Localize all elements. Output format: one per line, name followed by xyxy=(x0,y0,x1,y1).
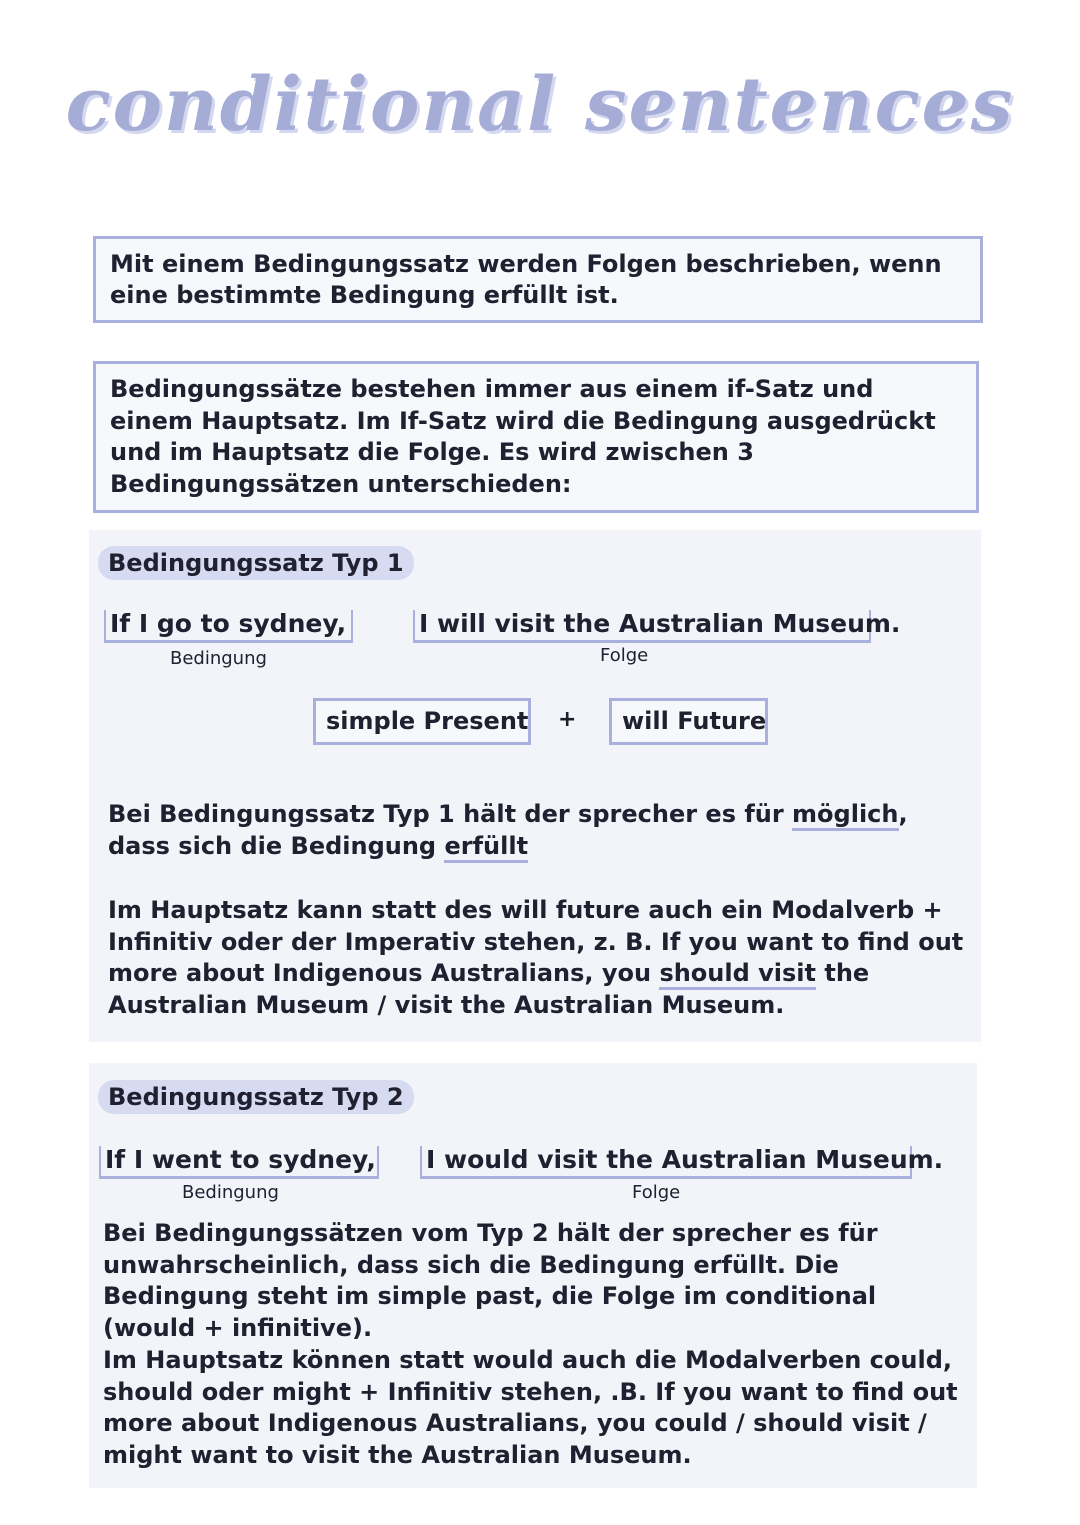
structure-text: Bedingungssätze bestehen immer aus einem if-Satz und einem Hauptsatz. Im If-Satz wird die Bedingung ausgedrückt und im Hauptsatz die Folge. Es wird zwischen 3 Bedingungssätzen unterschieden: xyxy=(110,375,936,498)
structure-box xyxy=(93,361,979,513)
intro-text: Mit einem Bedingungssatz werden Folgen beschrieben, wenn eine bestimmte Bedingung erfüllt ist. xyxy=(110,250,942,309)
type1-explanation xyxy=(108,799,968,862)
type1-tense-simple-present: simple Present xyxy=(313,698,531,745)
type2-heading: Bedingungssatz Typ 2 xyxy=(98,1080,414,1114)
type2-explanation: Bei Bedingungssätzen vom Typ 2 hält der sprecher es für unwahrscheinlich, dass sich die Bedingung erfüllt. Die Bedingung steht im simple past, die Folge im conditional (would + infinitive). xyxy=(103,1219,878,1342)
type1-note-pre: Im Hauptsatz kann statt des will future auch ein Modalverb + Infinitiv oder der Imperativ stehen, z. B. If you want to find out more about Indigenous Australians, you xyxy=(108,896,964,987)
type2-main-clause: I would visit the Australian Museum. xyxy=(420,1146,912,1179)
type1-if-clause: If I go to sydney, xyxy=(104,610,353,643)
type1-main-label: Folge xyxy=(600,645,649,666)
type1-explanation-pre: Bei Bedingungssatz Typ 1 hält der sprecher es für xyxy=(108,800,793,828)
type1-highlight-should-visit: should visit xyxy=(659,959,816,990)
type2-main-label: Folge xyxy=(632,1182,681,1203)
type1-explanation-mid: , dass sich die Bedingung xyxy=(108,800,908,860)
type2-note: Im Hauptsatz können statt would auch die Modalverben could, should oder might + Infinitiv stehen, .B. If you want to find out more about Indigenous Australians, you could / should visit / might want to visit the Australian Museum. xyxy=(103,1346,958,1469)
type1-main-clause: I will visit the Australian Museum. xyxy=(413,610,871,643)
type1-plus: + xyxy=(558,707,577,732)
type1-note-post: the Australian Museum / visit the Australian Museum. xyxy=(108,959,870,1019)
type1-highlight-erfuellt: erfüllt xyxy=(444,832,528,863)
type1-heading: Bedingungssatz Typ 1 xyxy=(98,546,414,580)
type2-if-clause: If I went to sydney, xyxy=(99,1146,379,1179)
type1-note xyxy=(108,895,968,1021)
type1-if-label: Bedingung xyxy=(170,648,267,669)
page-title: conditional sentences xyxy=(65,62,1015,148)
type1-tense-will-future: will Future xyxy=(609,698,768,745)
type2-if-label: Bedingung xyxy=(182,1182,279,1203)
type1-highlight-moeglich: möglich xyxy=(792,800,898,831)
intro-box xyxy=(93,236,983,323)
